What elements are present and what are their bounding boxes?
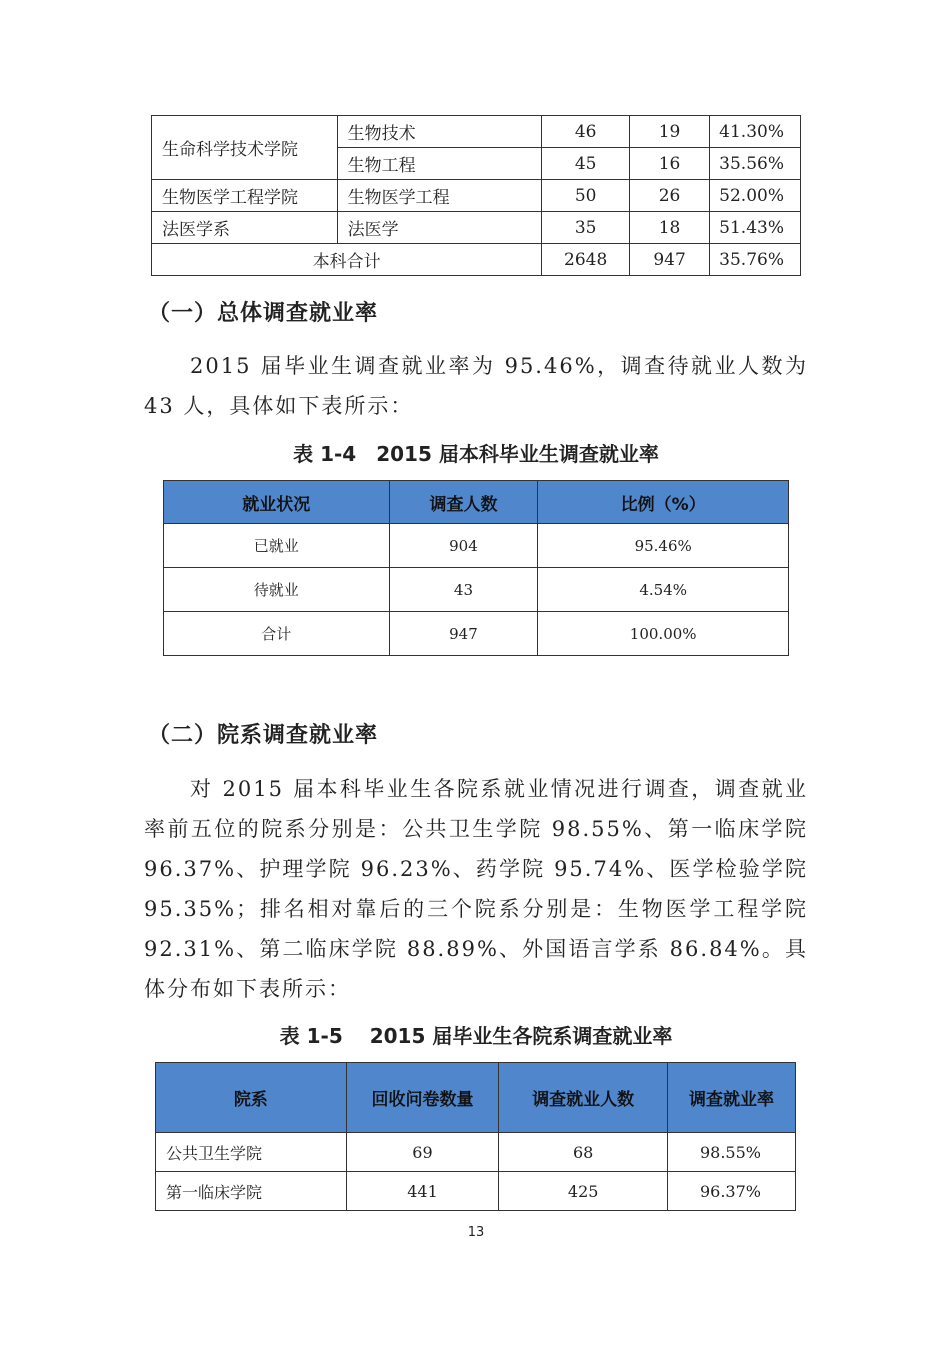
total-row: [152, 244, 801, 276]
table-row: [152, 180, 801, 212]
rate-cell: 35.76%: [709, 244, 800, 276]
table-row: [164, 524, 789, 568]
total-cell: 2648: [542, 244, 630, 276]
column-header: 调查就业人数: [499, 1063, 668, 1133]
employment-status-table: [163, 480, 789, 656]
employed-cell: 68: [499, 1133, 668, 1172]
column-header: 调查就业率: [668, 1063, 796, 1133]
page-number: 13: [467, 1225, 485, 1240]
section-heading: （一）总体调查就业率: [148, 301, 379, 326]
surveyed-cell: 26: [630, 180, 710, 212]
table-caption: 表 1-4 2015 届本科毕业生调查就业率: [293, 442, 659, 466]
returned-cell: 69: [346, 1133, 499, 1172]
rate-cell: 35.56%: [709, 148, 800, 180]
rate-cell: 41.30%: [709, 116, 800, 148]
returned-cell: 441: [346, 1172, 499, 1211]
table-caption: 表 1-5 2015 届毕业生各院系调查就业率: [279, 1024, 673, 1048]
total-cell: 35: [542, 212, 630, 244]
status-cell: 合计: [164, 612, 390, 656]
table-row: [152, 212, 801, 244]
paragraph: 对 2015 届本科毕业生各院系就业情况进行调查，调查就业率前五位的院系分别是：公共卫生学院 98.55%、第一临床学院 96.37%、护理学院 96.23%、药学院 95.74%、医学检验学院 95.35%；排名相对靠后的三个院系分别是：生物医学工程学院 92.31%、第二临床学院 88.89%、外国语言学系 86.84%。具体分布如下表所示：: [144, 777, 808, 1001]
total-label: 本科合计: [152, 244, 542, 276]
surveyed-cell: 18: [630, 212, 710, 244]
column-header: 回收问卷数量: [346, 1063, 499, 1133]
table-row: [156, 1172, 796, 1211]
rate-cell: 52.00%: [709, 180, 800, 212]
total-cell: 46: [542, 116, 630, 148]
rate-cell: 51.43%: [709, 212, 800, 244]
total-cell: 50: [542, 180, 630, 212]
percent-cell: 4.54%: [538, 568, 789, 612]
major-cell: 法医学: [337, 212, 542, 244]
table-row: [164, 612, 789, 656]
column-header: 调查人数: [389, 481, 538, 524]
status-cell: 已就业: [164, 524, 390, 568]
major-cell: 生物工程: [337, 148, 542, 180]
major-cell: 生物医学工程: [337, 180, 542, 212]
column-header: 就业状况: [164, 481, 390, 524]
college-major-table: [151, 115, 801, 276]
percent-cell: 100.00%: [538, 612, 789, 656]
table-row: [164, 568, 789, 612]
college-cell: 法医学系: [152, 212, 338, 244]
rate-cell: 98.55%: [668, 1133, 796, 1172]
section-heading: （二）院系调查就业率: [148, 723, 379, 748]
column-header: 院系: [156, 1063, 347, 1133]
percent-cell: 95.46%: [538, 524, 789, 568]
rate-cell: 96.37%: [668, 1172, 796, 1211]
college-cell: 生物医学工程学院: [152, 180, 338, 212]
table-header-row: [156, 1063, 796, 1133]
column-header: 比例（%）: [538, 481, 789, 524]
surveyed-cell: 16: [630, 148, 710, 180]
college-cell: 第一临床学院: [156, 1172, 347, 1211]
college-employment-table: [155, 1062, 796, 1211]
status-cell: 待就业: [164, 568, 390, 612]
table-header-row: [164, 481, 789, 524]
major-cell: 生物技术: [337, 116, 542, 148]
table-row: [156, 1133, 796, 1172]
surveyed-cell: 947: [630, 244, 710, 276]
employed-cell: 425: [499, 1172, 668, 1211]
count-cell: 43: [389, 568, 538, 612]
paragraph: 2015 届毕业生调查就业率为 95.46%，调查待就业人数为 43 人，具体如下表所示：: [144, 354, 808, 418]
count-cell: 947: [389, 612, 538, 656]
college-cell: 生命科学技术学院: [152, 116, 338, 180]
college-cell: 公共卫生学院: [156, 1133, 347, 1172]
surveyed-cell: 19: [630, 116, 710, 148]
table-row: [152, 116, 801, 148]
count-cell: 904: [389, 524, 538, 568]
total-cell: 45: [542, 148, 630, 180]
